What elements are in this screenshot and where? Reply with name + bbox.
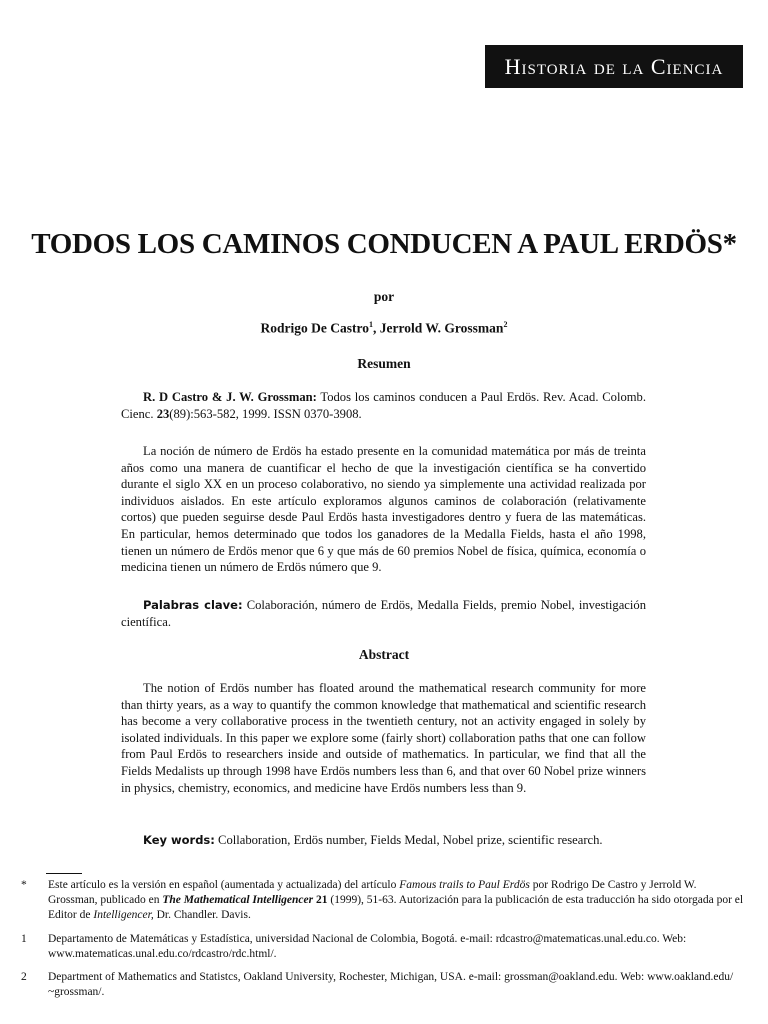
citation-paragraph [121, 389, 646, 422]
article-title: TODOS LOS CAMINOS CONDUCEN A PAUL ERDÖS* [31, 228, 737, 260]
section-header-banner [485, 45, 743, 88]
resumen-heading: Resumen [357, 356, 411, 371]
footnote-star-part: Este artículo es la versión en español (aumentada y actualizada) del artículo [48, 879, 400, 891]
footnote-2-mark: 2 [21, 971, 27, 983]
footnote-star-text [48, 878, 748, 923]
footnote-2 [21, 970, 748, 1002]
by-line: por [373, 289, 395, 304]
footnote-star-part: (1999), 51-63. Autorización para la publicación de esta traducción ha sido otorgada por el Editor de [48, 894, 744, 921]
citation-volume: 23 [156, 406, 170, 421]
author-1: Rodrigo De Castro [260, 320, 370, 336]
author-2-affiliation: 2 [503, 320, 508, 329]
abstract-body: The notion of Erdös number has floated around the mathematical research community for more than thirty years, as a way to quantify the common knowledge that mathematical and scientific research has become a very collaborative process in the twentieth century, not an activity engaged in solely by isolated individuals. In this paper we explore some (fairly short) collaboration paths that one can follow from Paul Erdös to researchers inside and outside of mathematics. In particular, we find that all the Fields Medalists up through 1998 have Erdös numbers less than 6, and that over 60 Nobel prize winners in physics, chemistry, economics, and medicine have Erdös numbers less than 9. [121, 681, 646, 795]
footnote-1-mark: 1 [21, 933, 27, 945]
citation-authors: R. D Castro & J. W. Grossman: [143, 390, 317, 404]
key-words-paragraph [121, 832, 646, 849]
abstract-heading: Abstract [358, 647, 410, 662]
key-words-label: Key words: [143, 833, 215, 847]
footnote-star-part: por Rodrigo De Castro y Jerrold W. Grossman, publicado en [48, 879, 697, 906]
resumen-body: La noción de número de Erdös ha estado presente en la comunidad matemática por más de treinta años como una manera de cuantificar el hecho de que la investigación científica se ha convertido durante el siglo XX en un proceso colaborativo, no siendo ya simplemente una actividad realizada por individuos aislados. En este artículo exploramos algunos caminos de colaboración (relativamente cortos) que pueden seguirse desde Paul Erdös hasta investigadores dentro y fuera de las matemáticas. En particular, hemos determinado que todos los ganadores de la Medalla Fields, hasta el año 1998, tienen un número de Erdös menor que 6 y que más de 60 premios Nobel de física, química, economía o medicina tienen un número de Erdös número que 9. [121, 444, 646, 575]
footnote-star-mark: * [21, 879, 27, 891]
author-separator: , [373, 320, 380, 336]
section-header-label: Historia de la Ciencia [504, 53, 724, 79]
palabras-clave-label: Palabras clave: [143, 598, 243, 612]
citation-rest: (89):563-582, 1999. ISSN 0370-3908. [169, 406, 362, 421]
footnote-star [21, 878, 748, 926]
palabras-clave-paragraph [121, 597, 646, 630]
footnote-star-journal-short: Intelligencer, [93, 909, 154, 921]
footnote-1 [21, 932, 748, 964]
footnote-star-part: Dr. Chandler. Davis. [153, 909, 251, 921]
key-words-text: Collaboration, Erdös number, Fields Medal, Nobel prize, scientific research. [214, 833, 603, 847]
author-line [0, 320, 768, 337]
footnote-star-article-title: Famous trails to Paul Erdös [399, 879, 530, 891]
author-2: Jerrold W. Grossman [379, 320, 504, 336]
footnote-star-journal: The Mathematical Intelligencer [162, 894, 314, 906]
footnote-1-text: Departamento de Matemáticas y Estadística, universidad Nacional de Colombia, Bogotá. e-mail: rdcastro@matematicas.unal.edu.co. Web: www.matematicas.unal.edu.co/rdcastro/rdc.html/. [48, 933, 687, 960]
footnote-divider [46, 873, 82, 874]
footnote-2-text: Department of Mathematics and Statistcs, Oakland University, Rochester, Michigan, USA. e-mail: grossman@oakland.edu. Web: www.oakland.edu/ ~grossman/. [48, 971, 734, 998]
citation-text: Todos los caminos conducen a Paul Erdös. Rev. Acad. Colomb. Cienc. [121, 390, 646, 421]
palabras-clave-text: Colaboración, número de Erdös, Medalla Fields, premio Nobel, investigación científica. [121, 598, 646, 629]
author-1-affiliation: 1 [369, 320, 374, 329]
footnote-star-volume: 21 [316, 894, 328, 906]
